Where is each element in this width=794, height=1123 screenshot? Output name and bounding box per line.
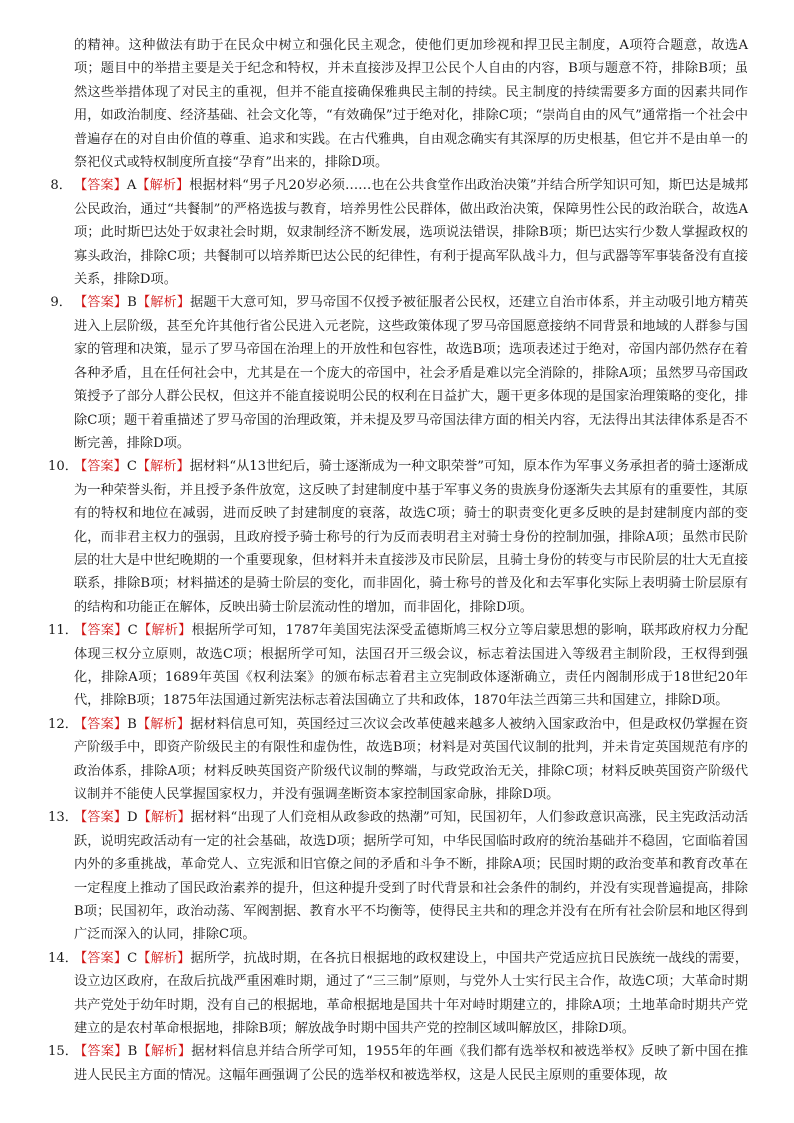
continuation-paragraph: 的精神。这种做法有助于在民众中树立和强化民主观念，使他们更加珍视和捍卫民主制度，A项符合题意，故选A项；题目中的举措主要是关于纪念和特权，并未直接涉及捍卫公民个人自由的内容，B项与题意不符，排除B项；虽然这些举措体现了对民主的重视，但并不能直接确保雅典民主制的持续。民主制度的持续需要多方面的因素共同作用，如政治制度、经济基础、社会文化等，“有效确保”过于绝对化，排除C项；“崇尚自由的风气”通常指一个社会中普遍存在的对自由价值的尊重、追求和实践。在古代雅典，自由观念确实有其深厚的历史根基，但它并不是由单一的祭祀仪式或特权制度所直接“孕育”出来的，排除D项。 xyxy=(74,38,748,171)
answer-tag: 【答案】 xyxy=(74,950,128,966)
item-number: 12． xyxy=(48,716,78,732)
answer-item-10 xyxy=(48,455,749,619)
analysis-text: 据材料信息可知，英国经过三次议会改革使越来越多人被纳入国家政治中，但是政权仍掌握在资产阶级手中，即资产阶级民主的有限性和虚伪性，故选B项；材料是对英国代议制的批判，并未肯定英国规范有序的政治体系，排除A项；材料反映英国资产阶级代议制的弊端，与政党政治无关，排除C项；材料反映英国资产阶级代议制并不能使人民掌握国家权力，并没有强调垄断资本家控制国家命脉，排除D项。 xyxy=(74,716,749,802)
answer-letter: B xyxy=(127,1044,138,1060)
answer-tag: 【答案】 xyxy=(74,810,128,826)
item-number: 13． xyxy=(48,810,78,826)
analysis-text: 据材料“从13世纪后，骑士逐渐成为一种文职荣誉”可知，原本作为军事义务承担者的骑士逐渐成为一种荣誉头衔，并且授予条件放宽，这反映了封建制度中基于军事义务的贵族身份逐渐失去其原有的重要性，其原有的特权和地位在减弱，进而反映了封建制度的衰落，故选C项；骑士的职责变化更多反映的是封建制度内部的变化，而非君主权力的强弱，且政府授予骑士称号的行为反而表明君主对骑士身份的控制加强，排除A项；虽然市民阶层的壮大是中世纪晚期的一个重要现象，但材料并未直接涉及市民阶层，且骑士身份的转变与市民阶层的壮大无直接联系，排除B项；材料描述的是骑士阶层的变化，而非固化，骑士称号的普及化和去军事化实际上表明骑士阶层原有的结构和功能正在解体，反映出骑士阶层流动性的增加，而非固化，排除D项。 xyxy=(74,459,749,615)
item-number: 9． xyxy=(50,295,72,311)
analysis-tag: 【解析】 xyxy=(137,810,191,826)
analysis-text: 据材料信息并结合所学可知，1955年的年画《我们都有选举权和被选举权》反映了新中国在推进人民民主方面的情况。这幅年画强调了公民的选举权和被选举权，这是人民民主原则的重要体现，故 xyxy=(74,1044,749,1083)
answer-tag: 【答案】 xyxy=(74,623,128,639)
answer-letter: B xyxy=(127,716,137,732)
item-number: 15． xyxy=(48,1044,78,1060)
answer-item-14 xyxy=(48,947,749,1041)
analysis-tag: 【解析】 xyxy=(136,295,191,311)
item-number: 10． xyxy=(48,459,78,475)
item-number: 11． xyxy=(48,623,78,639)
analysis-tag: 【解析】 xyxy=(136,178,190,194)
analysis-tag: 【解析】 xyxy=(136,716,191,732)
answer-item-15 xyxy=(48,1040,749,1087)
answer-letter: A xyxy=(126,178,137,194)
answer-item-12 xyxy=(48,713,749,807)
answer-item-13 xyxy=(48,806,749,946)
answer-tag: 【答案】 xyxy=(74,178,127,194)
answer-tag: 【答案】 xyxy=(74,295,128,311)
analysis-tag: 【解析】 xyxy=(137,950,191,966)
analysis-text: 据所学，抗战时期，在各抗日根据地的政权建设上，中国共产党适应抗日民族统一战线的需要，设立边区政府，在敌后抗战严重困难时期，通过了“三三制”原则，与党外人士实行民主合作，故选C项；大革命时期共产党处于幼年时期，没有自己的根据地，革命根据地是国共十年对峙时期建立的，排除A项；土地革命时期共产党建立的是农村革命根据地，排除B项；解放战争时期中国共产党的控制区域叫解放区，排除D项。 xyxy=(74,950,749,1037)
item-number: 14． xyxy=(48,950,78,966)
analysis-tag: 【解析】 xyxy=(136,459,190,475)
answer-tag: 【答案】 xyxy=(74,716,128,732)
answer-letter: C xyxy=(126,459,137,475)
answer-list xyxy=(48,174,749,1087)
analysis-tag: 【解析】 xyxy=(137,623,192,639)
analysis-text: 根据材料“男子凡20岁必须……也在公共食堂作出政治决策”并结合所学知识可知，斯巴达是城邦公民政治，通过“共餐制”的严格选拔与教育，培养男性公民群体，做出政治决策，保障男性公民的政治联合，故选A项；此时斯巴达处于奴隶社会时期，奴隶制经济不断发展，选项说法错误，排除B项；斯巴达实行少数人掌握政权的寡头政治，排除C项；共餐制可以培养斯巴达公民的纪律性，有利于提高军队战斗力，但与武器等军事装备没有直接关系，排除D项。 xyxy=(74,178,749,288)
item-number: 8． xyxy=(50,178,72,194)
answer-item-8 xyxy=(50,174,749,291)
analysis-text: 据材料“出现了人们竞相从政参政的热潮”可知，民国初年，人们参政意识高涨，民主宪政活动活跃，说明宪政活动有一定的社会基础，故选D项；据所学可知，中华民国临时政府的统治基础并不稳固，它面临着国内外的多重挑战，革命党人、立宪派和旧官僚之间的矛盾和斗争不断，排除A项；民国时期的政治变革和教育改革在一定程度上推动了国民政治素养的提升，但这种提升受到了时代背景和社会条件的制约，并没有实现普遍提高，排除B项；民国初年，政治动荡、军阀割据、教育水平不均衡等，使得民主共和的理念并没有在所有社会阶层和地区得到广泛而深入的认同，排除C项。 xyxy=(74,810,749,943)
answer-letter: B xyxy=(127,295,137,311)
answer-tag: 【答案】 xyxy=(74,1044,128,1060)
answer-letter: C xyxy=(127,623,138,639)
answer-tag: 【答案】 xyxy=(74,459,127,475)
analysis-tag: 【解析】 xyxy=(137,1044,192,1060)
answer-letter: D xyxy=(127,810,138,826)
answer-letter: C xyxy=(127,950,138,966)
answer-item-9 xyxy=(50,291,749,455)
analysis-text: 根据所学可知，1787年美国宪法深受孟德斯鸠三权分立等启蒙思想的影响，联邦政府权力分配体现三权分立原则，故选C项；根据所学可知，法国召开三级会议，标志着法国进入等级君主制阶段，王权得到强化，排除A项；1689年英国《权利法案》的颁布标志着君主立宪制政体逐渐确立，责任内阁制形成于18世纪20年代，排除B项；1875年法国通过新宪法标志着法国确立了共和政体，1870年法兰西第三共和国建立，排除D项。 xyxy=(74,623,749,709)
answer-item-11 xyxy=(48,619,749,713)
analysis-text: 据题干大意可知，罗马帝国不仅授予被征服者公民权，还建立自治市体系，并主动吸引地方精英进入上层阶级，甚至允许其他行省公民进入元老院，这些政策体现了罗马帝国愿意接纳不同背景和地域的人群参与国家的管理和决策，显示了罗马帝国在治理上的开放性和包容性，故选B项；选项表述过于绝对，帝国内部仍然存在着各种矛盾，且在任何社会中，尤其是在一个庞大的帝国中，社会矛盾是难以完全消除的，排除A项；虽然罗马帝国政策授予了部分人群公民权，但这并不能直接说明公民的权利在日益扩大，题干更多体现的是国家治理策略的变化，排除C项；题干着重描述了罗马帝国的治理政策，并未提及罗马帝国法律方面的相关内容，无法得出其法律体系是否不断完善，排除D项。 xyxy=(74,295,749,451)
